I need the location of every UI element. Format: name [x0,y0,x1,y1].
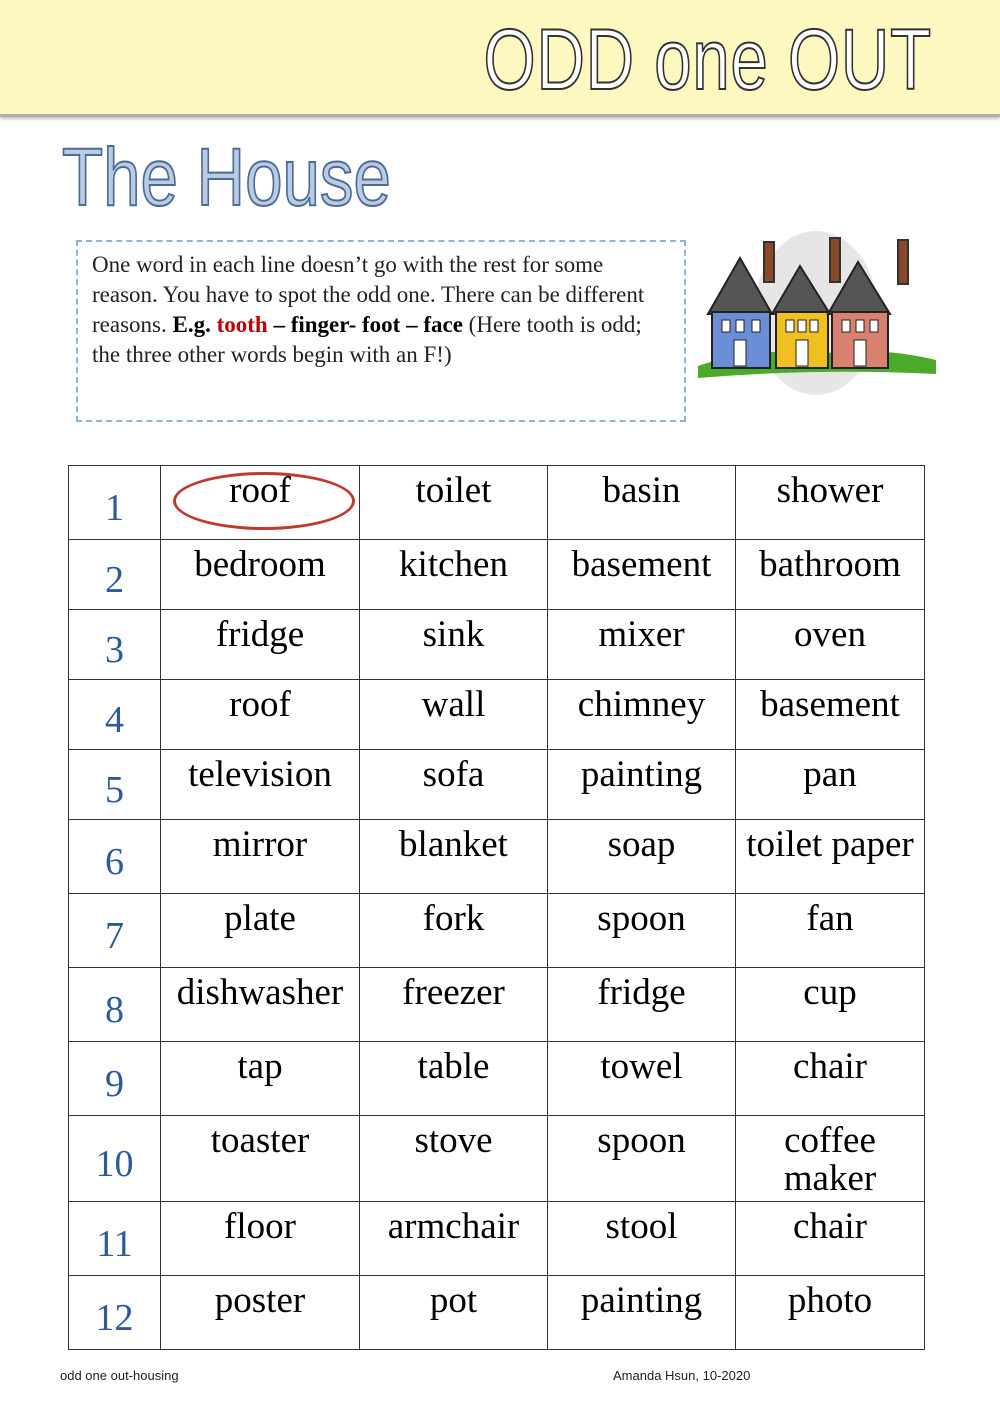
word-cell[interactable]: roof [161,680,360,750]
example-odd-word: tooth [216,312,268,337]
page-title: The House [62,132,391,223]
word-cell[interactable]: plate [161,894,360,968]
row-number: 8 [69,968,161,1042]
word-cell[interactable]: sink [360,610,548,680]
word-cell[interactable]: television [161,750,360,820]
word-cell[interactable]: pot [360,1276,548,1350]
table-row [69,610,925,680]
word-cell[interactable]: wall [360,680,548,750]
odd-one-out-table [68,465,925,1350]
word-cell[interactable]: stool [548,1202,736,1276]
word-cell[interactable]: blanket [360,820,548,894]
example-label: E.g. [172,312,211,337]
table-row [69,894,925,968]
row-number: 10 [69,1116,161,1202]
word-cell[interactable]: chair [736,1202,925,1276]
word-cell[interactable]: roof [161,466,360,540]
word-cell[interactable]: fork [360,894,548,968]
table-row [69,1042,925,1116]
word-cell[interactable]: painting [548,1276,736,1350]
row-number: 5 [69,750,161,820]
table-row [69,968,925,1042]
word-cell[interactable]: painting [548,750,736,820]
word-cell[interactable]: shower [736,466,925,540]
word-cell[interactable]: tap [161,1042,360,1116]
word-cell[interactable]: mixer [548,610,736,680]
example-rest: – finger- foot – face [273,312,463,337]
table-row [69,820,925,894]
word-cell[interactable]: chimney [548,680,736,750]
word-cell[interactable]: fridge [161,610,360,680]
word-cell[interactable]: coffee maker [736,1116,925,1202]
word-cell[interactable]: basement [548,540,736,610]
word-cell[interactable]: fan [736,894,925,968]
footer-left: odd one out-housing [60,1368,179,1383]
word-cell[interactable]: pan [736,750,925,820]
table-row [69,680,925,750]
word-cell[interactable]: oven [736,610,925,680]
word-cell[interactable]: mirror [161,820,360,894]
word-cell[interactable]: spoon [548,894,736,968]
word-cell[interactable]: freezer [360,968,548,1042]
word-cell[interactable]: kitchen [360,540,548,610]
instructions-explanation: (Here tooth is odd; the three other words begin with an F!) [92,312,642,367]
row-number: 7 [69,894,161,968]
banner-title: ODD one OUT [483,12,932,108]
word-cell[interactable]: armchair [360,1202,548,1276]
word-cell[interactable]: floor [161,1202,360,1276]
word-cell[interactable]: basement [736,680,925,750]
word-cell[interactable]: stove [360,1116,548,1202]
row-number: 4 [69,680,161,750]
instructions-text: One word in each line doesn’t go with the rest for some reason. You have to spot the odd one. There can be different reasons. [92,252,645,337]
table-row [69,750,925,820]
row-number: 9 [69,1042,161,1116]
row-number: 2 [69,540,161,610]
row-number: 3 [69,610,161,680]
word-cell[interactable]: toilet paper [736,820,925,894]
word-cell[interactable]: toilet [360,466,548,540]
word-cell[interactable]: sofa [360,750,548,820]
table-row [69,540,925,610]
instructions-box [76,240,686,422]
word-cell[interactable]: spoon [548,1116,736,1202]
row-number: 1 [69,466,161,540]
table-row [69,1116,925,1202]
word-cell[interactable]: table [360,1042,548,1116]
top-banner [0,0,1000,117]
word-cell[interactable]: bedroom [161,540,360,610]
table-row [69,1276,925,1350]
word-cell[interactable]: chair [736,1042,925,1116]
row-number: 11 [69,1202,161,1276]
word-cell[interactable]: towel [548,1042,736,1116]
word-cell[interactable]: cup [736,968,925,1042]
word-cell[interactable]: fridge [548,968,736,1042]
row-number: 6 [69,820,161,894]
houses-illustration [698,228,938,398]
table-row [69,1202,925,1276]
word-cell[interactable]: bathroom [736,540,925,610]
word-cell[interactable]: basin [548,466,736,540]
word-cell[interactable]: dishwasher [161,968,360,1042]
word-cell[interactable]: toaster [161,1116,360,1202]
word-cell[interactable]: photo [736,1276,925,1350]
word-cell[interactable]: soap [548,820,736,894]
answer-circle [173,472,355,530]
word-cell[interactable]: poster [161,1276,360,1350]
row-number: 12 [69,1276,161,1350]
footer-right: Amanda Hsun, 10-2020 [613,1368,751,1383]
